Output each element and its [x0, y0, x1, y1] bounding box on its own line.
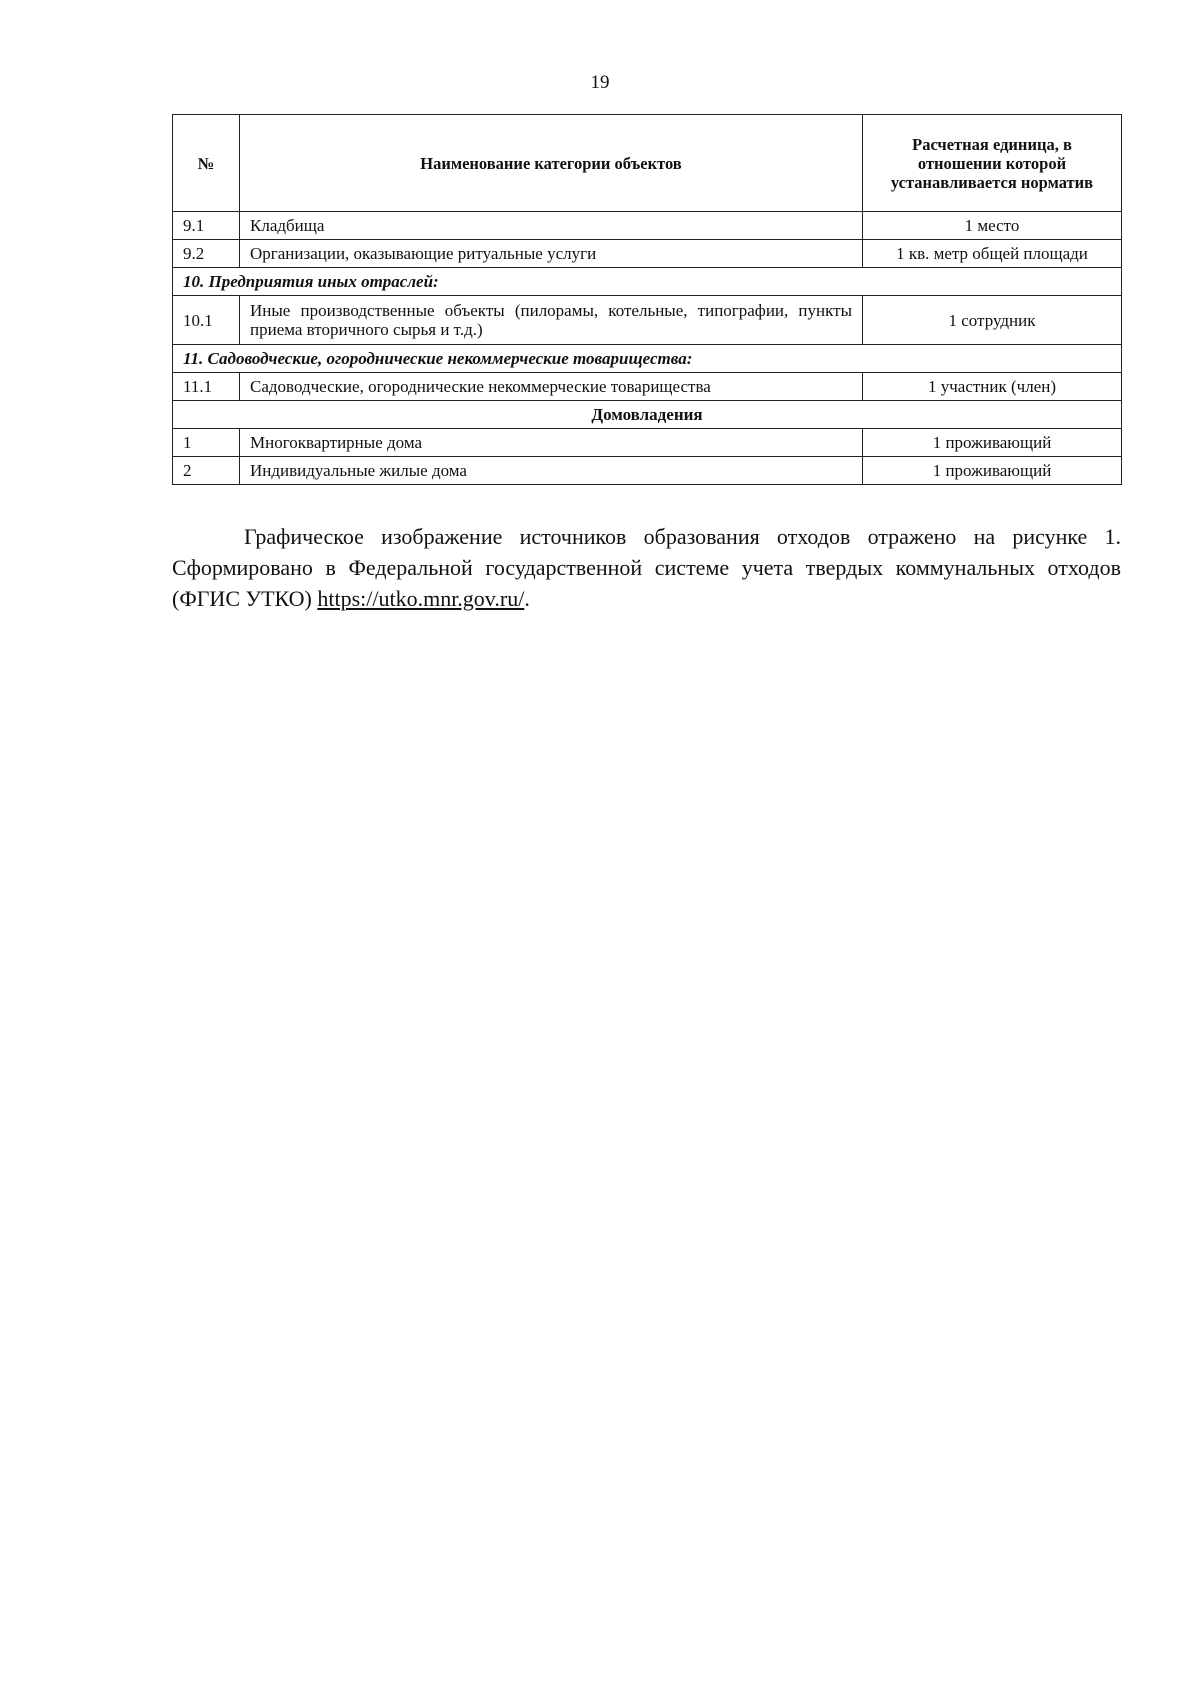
section-title-11: 11. Садоводческие, огороднические некоммерческие товарищества: — [173, 345, 1122, 373]
norms-table — [172, 114, 1122, 485]
section-row — [173, 345, 1122, 373]
row-unit: 1 участник (член) — [863, 373, 1122, 401]
row-unit: 1 кв. метр общей площади — [863, 240, 1122, 268]
header-num: № — [173, 115, 240, 212]
row-unit: 1 сотрудник — [863, 296, 1122, 345]
row-name: Организации, оказывающие ритуальные услуги — [240, 240, 863, 268]
row-num: 9.1 — [173, 212, 240, 240]
paragraph-text: Графическое изображение источников образования отходов отражено на рисунке 1. Сформировано в Федеральной государственной системе учета твердых коммунальных отходов (ФГИС УТКО) — [172, 524, 1121, 611]
row-unit: 1 место — [863, 212, 1122, 240]
section-row — [173, 268, 1122, 296]
row-num: 2 — [173, 457, 240, 485]
row-name: Кладбища — [240, 212, 863, 240]
paragraph-end: . — [524, 586, 530, 611]
table-row — [173, 373, 1122, 401]
header-unit: Расчетная единица, в отношении которой устанавливается норматив — [863, 115, 1122, 212]
row-num: 9.2 — [173, 240, 240, 268]
row-num: 10.1 — [173, 296, 240, 345]
row-num: 11.1 — [173, 373, 240, 401]
row-name: Садоводческие, огороднические некоммерческие товарищества — [240, 373, 863, 401]
row-unit: 1 проживающий — [863, 429, 1122, 457]
page-number: 19 — [590, 72, 610, 93]
row-name: Многоквартирные дома — [240, 429, 863, 457]
households-title: Домовладения — [173, 401, 1122, 429]
row-num: 1 — [173, 429, 240, 457]
table-row — [173, 429, 1122, 457]
header-name: Наименование категории объектов — [240, 115, 863, 212]
table-row — [173, 296, 1122, 345]
table-row — [173, 240, 1122, 268]
table-row — [173, 212, 1122, 240]
row-name: Индивидуальные жилые дома — [240, 457, 863, 485]
row-name: Иные производственные объекты (пилорамы, котельные, типографии, пункты приема вторичного сырья и т.д.) — [240, 296, 863, 345]
table-row — [173, 457, 1122, 485]
section-row — [173, 401, 1122, 429]
body-paragraph — [172, 521, 1121, 614]
row-unit: 1 проживающий — [863, 457, 1122, 485]
utko-link[interactable]: https://utko.mnr.gov.ru/ — [317, 586, 525, 611]
table-header-row — [173, 115, 1122, 212]
section-title-10: 10. Предприятия иных отраслей: — [173, 268, 1122, 296]
